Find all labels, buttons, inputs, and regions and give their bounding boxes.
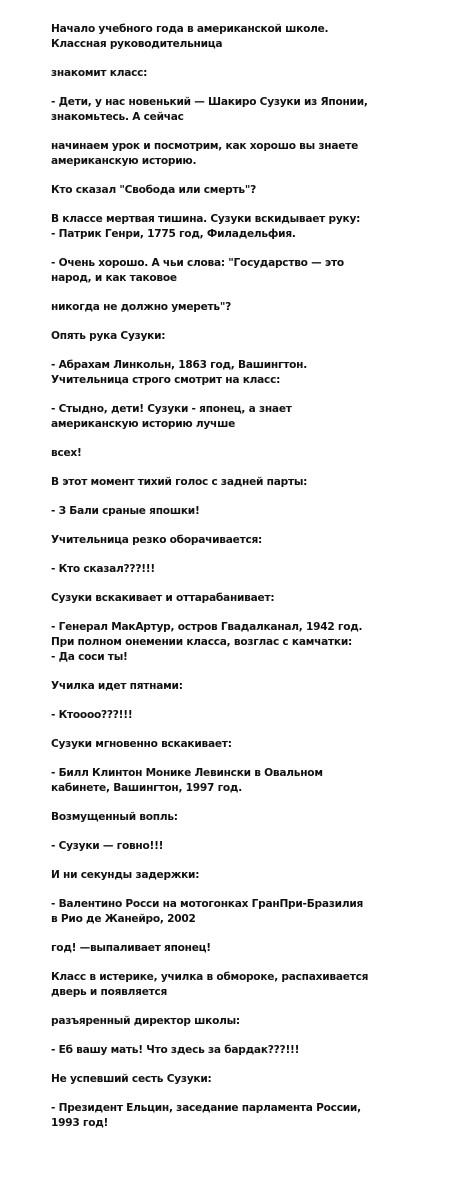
paragraph-32: - Президент Ельцин, заседание парламента России, 1993 год!: [51, 1102, 361, 1129]
paragraph-14: - З Бали сраные япошки!: [51, 505, 200, 517]
paragraph-17: Сузуки вскакивает и оттарабанивает:: [51, 592, 275, 604]
paragraph-25: И ни секунды задержки:: [51, 869, 200, 881]
paragraph-10: - Абрахам Линкольн, 1863 год, Вашингтон. Учительница строго смотрит на класс:: [51, 359, 308, 386]
paragraph-12: всех!: [51, 447, 82, 459]
paragraph-18: - Генерал МакАртур, остров Гвадалканал, 1942 год. При полном онемении класса, возглас с камчатки: - Да соси ты!: [51, 621, 363, 663]
joke-text: [51, 22, 466, 1145]
paragraph-3: - Дети, у нас новенький — Шакиро Сузуки из Японии, знакомьтесь. А сейчас: [51, 96, 368, 123]
paragraph-31: Не успевший сесть Сузуки:: [51, 1073, 212, 1085]
paragraph-2: знакомит класс:: [51, 67, 148, 79]
paragraph-24: - Сузуки — говно!!!: [51, 840, 164, 852]
paragraph-9: Опять рука Сузуки:: [51, 330, 166, 342]
paragraph-28: Класс в истерике, училка в обмороке, распахивается дверь и появляется: [51, 971, 369, 998]
paragraph-22: - Билл Клинтон Монике Левински в Овальном кабинете, Вашингтон, 1997 год.: [51, 767, 323, 794]
paragraph-13: В этот момент тихий голос с задней парты:: [51, 476, 308, 488]
paragraph-1: Начало учебного года в американской школе. Классная руководительница: [51, 23, 329, 50]
paragraph-30: - Еб вашу мать! Что здесь за бардак???!!!: [51, 1044, 300, 1056]
paragraph-23: Возмущенный вопль:: [51, 811, 178, 823]
paragraph-19: Училка идет пятнами:: [51, 680, 183, 692]
paragraph-16: - Кто сказал???!!!: [51, 563, 155, 575]
paragraph-20: - Ктоооо???!!!: [51, 709, 133, 721]
paragraph-21: Сузуки мгновенно вскакивает:: [51, 738, 232, 750]
paragraph-27: год! —выпаливает японец!: [51, 942, 211, 954]
paragraph-6: В классе мертвая тишина. Сузуки вскидывает руку: - Патрик Генри, 1775 год, Филадельфия.: [51, 213, 361, 240]
paragraph-4: начинаем урок и посмотрим, как хорошо вы знаете американскую историю.: [51, 140, 359, 167]
paragraph-8: никогда не должно умереть"?: [51, 301, 232, 313]
paragraph-7: - Очень хорошо. А чьи слова: "Государство — это народ, и как таковое: [51, 257, 344, 284]
paragraph-11: - Стыдно, дети! Сузуки - японец, а знает американскую историю лучше: [51, 403, 292, 430]
paragraph-5: Кто сказал "Свобода или смерть"?: [51, 184, 256, 196]
paragraph-26: - Валентино Росси на мотогонках ГранПри-Бразилия в Рио де Жанейро, 2002: [51, 898, 364, 925]
paragraph-29: разъяренный директор школы:: [51, 1015, 240, 1027]
paragraph-15: Учительница резко оборачивается:: [51, 534, 263, 546]
